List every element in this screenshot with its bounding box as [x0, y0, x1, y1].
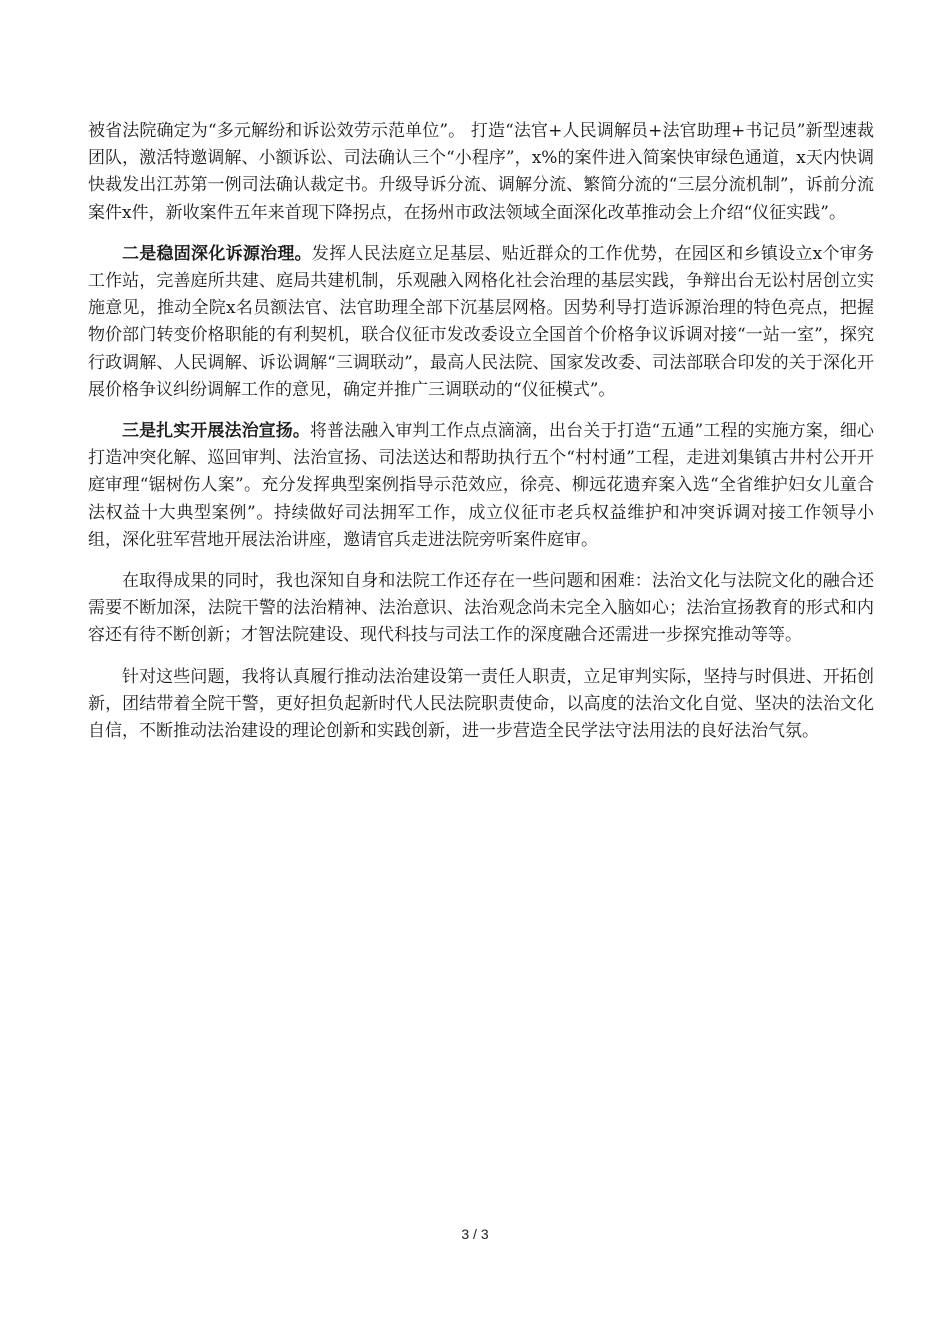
- paragraph-1: [88, 118, 874, 227]
- paragraph-3-text: 将普法融入审判工作点点滴滴，出台关于打造“五通”工程的实施方案，细心打造冲突化解、巡回审判、法治宣扬、司法送达和帮助执行五个“村村通”工程，走进刘集镇古井村公开开庭审理“锯树伤人案”。充分发挥典型案例指导示范效应，徐亮、柳远花遗弃案入选“全省维护妇女儿童合法权益十大典型案例”。持续做好司法拥军工作，成立仪征市老兵权益维护和冲突诉调对接工作领导小组，深化驻军营地开展法治讲座，邀请官兵走进法院旁听案件庭审。: [88, 421, 874, 550]
- paragraph-5-text: 针对这些问题，我将认真履行推动法治建设第一责任人职责，立足审判实际，坚持与时俱进、开拓创新，团结带着全院干警，更好担负起新时代人民法院职责使命，以高度的法治文化自觉、坚决的法治文化自信，不断推动法治建设的理论创新和实践创新，进一步营造全民学法守法用法的良好法治气氛。: [88, 666, 874, 742]
- paragraph-3-heading: 三是扎实开展法治宣扬。: [122, 421, 310, 442]
- paragraph-2-heading: 二是稳固深化诉源治理。: [122, 243, 312, 264]
- paragraph-2: [88, 241, 874, 404]
- document-body: [88, 118, 874, 759]
- paragraph-3: [88, 418, 874, 554]
- paragraph-2-text: 发挥人民法庭立足基层、贴近群众的工作优势，在园区和乡镇设立x个审务工作站，完善庭所共建、庭局共建机制，乐观融入网格化社会治理的基层实践，争辩出台无讼村居创立实施意见，推动全院x名员额法官、法官助理全部下沉基层网格。因势利导打造诉源治理的特色亮点，把握物价部门转变价格职能的有利契机，联合仪征市发改委设立全国首个价格争议诉调对接“一站一室”，探究行政调解、人民调解、诉讼调解“三调联动”，最高人民法院、国家发改委、司法部联合印发的关于深化开展价格争议纠纷调解工作的意见，确定并推广三调联动的“仪征模式”。: [88, 243, 874, 400]
- paragraph-4-text: 在取得成果的同时，我也深知自身和法院工作还存在一些问题和困难：法治文化与法院文化的融合还需要不断加深，法院干警的法治精神、法治意识、法治观念尚未完全入脑如心；法治宣扬教育的形式和内容还有待不断创新；才智法院建设、现代科技与司法工作的深度融合还需进一步探究推动等等。: [88, 571, 874, 646]
- paragraph-4: [88, 568, 874, 650]
- page-number: 3 / 3: [461, 1226, 489, 1242]
- paragraph-1-text: 被省法院确定为“多元解纷和诉讼效劳示范单位”。 打造“法官+人民调解员+法官助理+书记员”新型速裁团队，激活特邀调解、小额诉讼、司法确认三个“小程序”，x%的案件进入简案快审绿色通道，x天内快调快裁发出江苏第一例司法确认裁定书。升级导诉分流、调解分流、繁简分流的“三层分流机制”，诉前分流案件x件，新收案件五年来首现下降拐点，在扬州市政法领域全面深化改革推动会上介绍“仪征实践”。: [88, 121, 874, 223]
- paragraph-5: [88, 664, 874, 746]
